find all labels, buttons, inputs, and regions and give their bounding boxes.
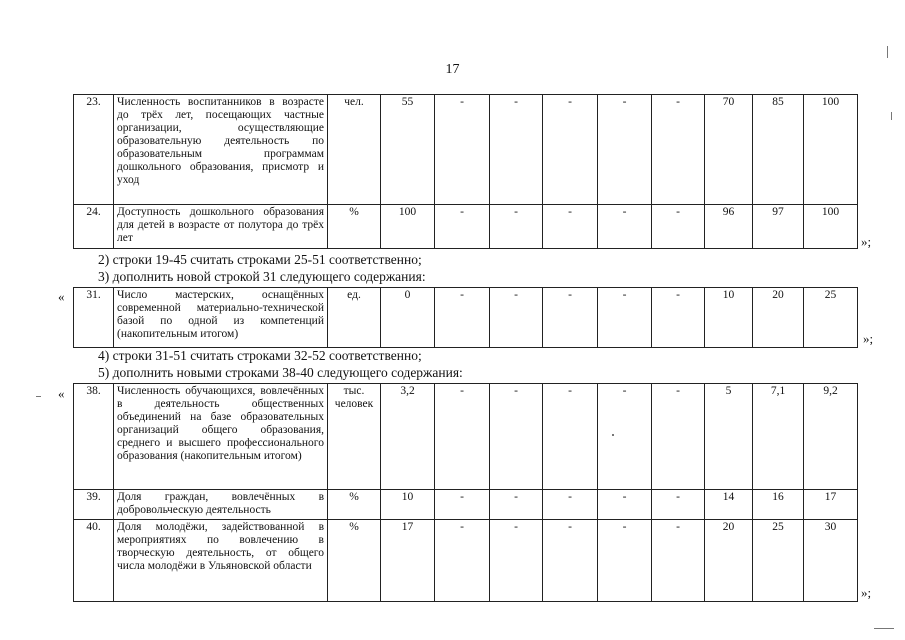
value-cell: - [598, 490, 652, 520]
page-number: 17 [445, 62, 460, 77]
row-number: 24. [74, 205, 114, 249]
value-cell: - [435, 384, 490, 490]
unit-cell: % [328, 520, 381, 602]
value-cell: - [543, 490, 598, 520]
indicator-table-1 [73, 94, 858, 249]
value-cell: - [652, 288, 705, 348]
indicator-name: Численность обучающихся, вовлечённых в деятельность общественных объединений на базе образовательных организаций общего образования, среднего и высшего профессионального образования (накопительным итогом) [114, 384, 328, 490]
table-row [74, 384, 858, 490]
value-cell: 25 [753, 520, 804, 602]
value-cell: 5 [705, 384, 753, 490]
row-number: 23. [74, 95, 114, 205]
value-cell: 20 [753, 288, 804, 348]
value-cell: 9,2 [804, 384, 858, 490]
value-cell: - [490, 490, 543, 520]
unit-cell: % [328, 490, 381, 520]
scan-speck [887, 46, 888, 58]
value-cell: 85 [753, 95, 804, 205]
indicator-name: Доступность дошкольного образования для детей в возрасте от полутора до трёх лет [114, 205, 328, 249]
value-cell: 100 [804, 95, 858, 205]
value-cell: - [543, 95, 598, 205]
table-row [74, 288, 858, 348]
value-cell: 7,1 [753, 384, 804, 490]
value-cell: - [435, 205, 490, 249]
instruction-line-2: 2) строки 19-45 считать строками 25-51 соответственно; [98, 252, 422, 267]
value-cell: 0 [381, 288, 435, 348]
opening-quote: « [58, 386, 65, 401]
value-cell: - [435, 520, 490, 602]
value-cell: - [435, 490, 490, 520]
row-number: 40. [74, 520, 114, 602]
instruction-line-5: 5) дополнить новыми строками 38-40 следующего содержания: [98, 365, 463, 380]
value-cell: 17 [381, 520, 435, 602]
indicator-table-3 [73, 383, 858, 602]
unit-cell: чел. [328, 95, 381, 205]
indicator-name: Численность воспитанников в возрасте до трёх лет, посещающих частные организации, осуществляющие образовательную деятельность по образовательным программам дошкольного образования, присмотр и уход [114, 95, 328, 205]
value-cell: - [652, 384, 705, 490]
value-cell: - [652, 205, 705, 249]
indicator-name: Доля молодёжи, задействованной в мероприятиях по вовлечению в творческую деятельность, от общего числа молодёжи в Ульяновской области [114, 520, 328, 602]
value-cell: - [490, 95, 543, 205]
row-number: 38. [74, 384, 114, 490]
indicator-table-2 [73, 287, 858, 348]
value-cell: 70 [705, 95, 753, 205]
value-cell: 10 [705, 288, 753, 348]
value-cell: 3,2 [381, 384, 435, 490]
scan-speck [891, 112, 892, 120]
value-cell: - [598, 95, 652, 205]
value-cell: - [543, 288, 598, 348]
value-cell: 14 [705, 490, 753, 520]
value-cell: 16 [753, 490, 804, 520]
value-cell: 97 [753, 205, 804, 249]
row-number: 39. [74, 490, 114, 520]
closing-quote: »; [861, 234, 872, 249]
row-number: 31. [74, 288, 114, 348]
unit-cell: тыс. человек [328, 384, 381, 490]
value-cell: - [598, 520, 652, 602]
table-row [74, 520, 858, 602]
value-cell: - [543, 205, 598, 249]
scan-speck [874, 628, 894, 629]
value-cell: 55 [381, 95, 435, 205]
value-cell: - [652, 95, 705, 205]
value-cell: - [435, 95, 490, 205]
unit-cell: % [328, 205, 381, 249]
value-cell: 17 [804, 490, 858, 520]
scan-speck [612, 434, 614, 436]
value-cell: - [490, 205, 543, 249]
value-cell: 30 [804, 520, 858, 602]
instruction-line-4: 4) строки 31-51 считать строками 32-52 соответственно; [98, 348, 422, 363]
indicator-name: Доля граждан, вовлечённых в добровольческую деятельность [114, 490, 328, 520]
value-cell: 20 [705, 520, 753, 602]
table-row [74, 490, 858, 520]
instruction-line-3: 3) дополнить новой строкой 31 следующего содержания: [98, 269, 426, 284]
value-cell: - [652, 520, 705, 602]
value-cell: - [543, 520, 598, 602]
unit-cell: ед. [328, 288, 381, 348]
value-cell: - [490, 520, 543, 602]
value-cell: 100 [381, 205, 435, 249]
closing-quote: »; [861, 585, 872, 600]
value-cell: - [652, 490, 705, 520]
value-cell: - [543, 384, 598, 490]
value-cell: - [490, 384, 543, 490]
value-cell: 96 [705, 205, 753, 249]
value-cell: - [598, 384, 652, 490]
scan-speck [36, 396, 41, 397]
closing-quote: »; [863, 331, 874, 346]
opening-quote: « [58, 289, 65, 304]
value-cell: - [598, 205, 652, 249]
value-cell: - [490, 288, 543, 348]
indicator-name: Число мастерских, оснащённых современной материально-технической базой по одной из компетенций (накопительным итогом) [114, 288, 328, 348]
table-row [74, 205, 858, 249]
table-row [74, 95, 858, 205]
value-cell: 25 [804, 288, 858, 348]
value-cell: - [435, 288, 490, 348]
value-cell: - [598, 288, 652, 348]
value-cell: 10 [381, 490, 435, 520]
value-cell: 100 [804, 205, 858, 249]
